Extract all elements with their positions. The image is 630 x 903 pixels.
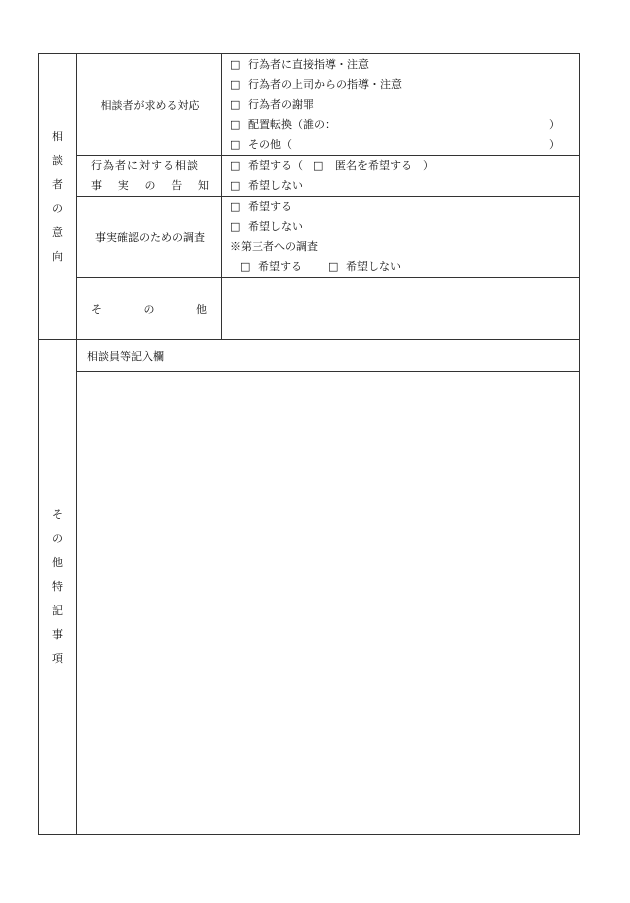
checkbox-icon[interactable]: □ xyxy=(230,57,241,71)
option-notify-no[interactable]: □ 希望しない xyxy=(230,176,559,196)
checkbox-icon[interactable]: □ xyxy=(230,137,241,151)
side-label-char: 相 xyxy=(52,129,63,143)
row-investigation xyxy=(39,197,580,278)
checkbox-icon[interactable]: □ xyxy=(230,220,241,233)
option-investigation-wish[interactable]: □ 希望する xyxy=(230,197,559,217)
checkbox-icon[interactable]: □ xyxy=(328,260,339,273)
side-label-special-notes xyxy=(39,340,77,835)
row-requested-response xyxy=(39,54,580,156)
checkbox-icon[interactable]: □ xyxy=(230,77,241,91)
side-label-consultant-intent xyxy=(39,54,77,340)
input-other[interactable] xyxy=(222,278,580,340)
label-other: そ の 他 xyxy=(77,278,222,340)
options-requested-response xyxy=(222,54,580,156)
side-label-char: 記 xyxy=(52,604,63,617)
checkbox-icon[interactable]: □ xyxy=(313,159,324,172)
third-party-heading: ※第三者への調査 xyxy=(230,240,318,253)
checkbox-icon[interactable]: □ xyxy=(240,260,251,273)
option-apology[interactable]: □ 行為者の謝罪 xyxy=(230,95,559,115)
option-other[interactable]: □ その他（ ） xyxy=(230,135,559,155)
option-investigation-no[interactable]: □ 希望しない xyxy=(230,217,559,237)
label-investigation: 事実確認のための調査 xyxy=(77,197,222,278)
checkbox-icon[interactable]: □ xyxy=(230,97,241,111)
row-memo-heading xyxy=(39,340,580,372)
side-label-char: 意 xyxy=(52,225,63,239)
options-notify-fact xyxy=(222,156,580,197)
option-transfer[interactable]: □ 配置転換（誰の： ） xyxy=(230,115,559,135)
side-label-char: 特 xyxy=(52,580,63,593)
row-other xyxy=(39,278,580,340)
label-notify-fact: 行為者に対する相談 事 実 の 告 知 xyxy=(77,156,222,197)
memo-input-area[interactable] xyxy=(77,372,580,835)
side-label-char: の xyxy=(52,201,63,215)
side-label-char: そ xyxy=(52,508,63,521)
checkbox-icon[interactable]: □ xyxy=(230,200,241,213)
row-notify-fact xyxy=(39,156,580,197)
side-label-char: 者 xyxy=(52,177,63,191)
checkbox-icon[interactable]: □ xyxy=(230,179,241,192)
option-direct-guidance[interactable]: □ 行為者に直接指導・注意 xyxy=(230,55,559,75)
consultation-form-table xyxy=(38,53,580,835)
side-label-char: の xyxy=(52,532,63,545)
checkbox-icon[interactable]: □ xyxy=(230,117,241,131)
side-label-char: 事 xyxy=(52,628,63,641)
side-label-char: 項 xyxy=(52,652,63,665)
side-label-char: 向 xyxy=(52,249,63,263)
memo-heading: 相談員等記入欄 xyxy=(77,340,580,372)
options-investigation xyxy=(222,197,580,278)
side-label-char: 他 xyxy=(52,556,63,569)
third-party-options: □ 希望する □ 希望しない xyxy=(230,257,559,277)
option-supervisor-guidance[interactable]: □ 行為者の上司からの指導・注意 xyxy=(230,75,559,95)
side-label-char: 談 xyxy=(52,153,63,167)
row-memo-body xyxy=(39,372,580,835)
option-notify-wish[interactable]: □ 希望する（ □ 匿名を希望する ） xyxy=(230,156,559,176)
checkbox-icon[interactable]: □ xyxy=(230,159,241,172)
label-requested-response: 相談者が求める対応 xyxy=(77,54,222,156)
